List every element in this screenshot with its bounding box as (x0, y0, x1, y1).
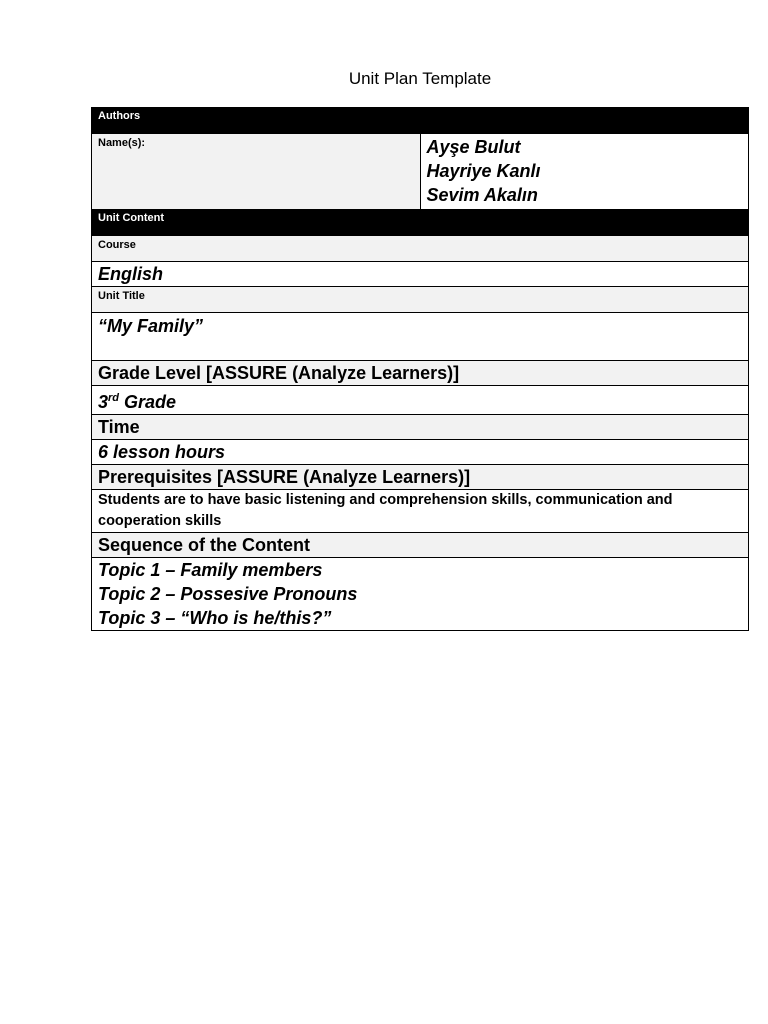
course-label-row (92, 236, 749, 262)
names-label: Name(s): (92, 134, 421, 210)
time-label-row (92, 415, 749, 440)
topic-item: Topic 3 – “Who is he/this?” (98, 608, 332, 628)
sequence-label: Sequence of the Content (92, 533, 749, 558)
grade-level-label: Grade Level [ASSURE (Analyze Learners)] (92, 361, 749, 386)
topics-row (92, 558, 749, 631)
prerequisites-label-row (92, 465, 749, 490)
sequence-label-row (92, 533, 749, 558)
author-name: Hayriye Kanlı (426, 161, 541, 181)
authors-header-row (92, 108, 749, 134)
prerequisites-value: Students are to have basic listening and comprehension skills, communication and cooperation skills (92, 490, 749, 533)
course-label: Course (92, 236, 749, 262)
author-name: Sevim Akalın (426, 185, 538, 205)
author-list (420, 134, 749, 210)
names-row (92, 134, 749, 210)
course-value-row (92, 262, 749, 287)
unit-title-label-row (92, 287, 749, 313)
grade-suffix: rd (108, 392, 120, 404)
unit-title-value: “My Family” (92, 313, 749, 361)
topic-item: Topic 1 – Family members (98, 560, 323, 580)
topic-list (92, 558, 749, 631)
author-name: Ayşe Bulut (426, 137, 521, 157)
prerequisites-label: Prerequisites [ASSURE (Analyze Learners)] (92, 465, 749, 490)
topic-item: Topic 2 – Possesive Pronouns (98, 584, 358, 604)
grade-word: Grade (119, 392, 177, 412)
page-title: Unit Plan Template (348, 69, 492, 88)
unit-title-value-row (92, 313, 749, 361)
time-value: 6 lesson hours (92, 440, 749, 465)
unit-title-label: Unit Title (92, 287, 749, 313)
unit-content-header: Unit Content (92, 210, 749, 236)
grade-level-label-row (92, 361, 749, 386)
time-value-row (92, 440, 749, 465)
grade-level-value-row (92, 386, 749, 415)
grade-level-value (92, 386, 749, 415)
time-label: Time (92, 415, 749, 440)
prerequisites-value-row (92, 490, 749, 533)
course-value: English (92, 262, 749, 287)
authors-header: Authors (92, 108, 749, 134)
unit-content-header-row (92, 210, 749, 236)
grade-number: 3 (98, 392, 109, 412)
unit-plan-table (91, 107, 749, 631)
